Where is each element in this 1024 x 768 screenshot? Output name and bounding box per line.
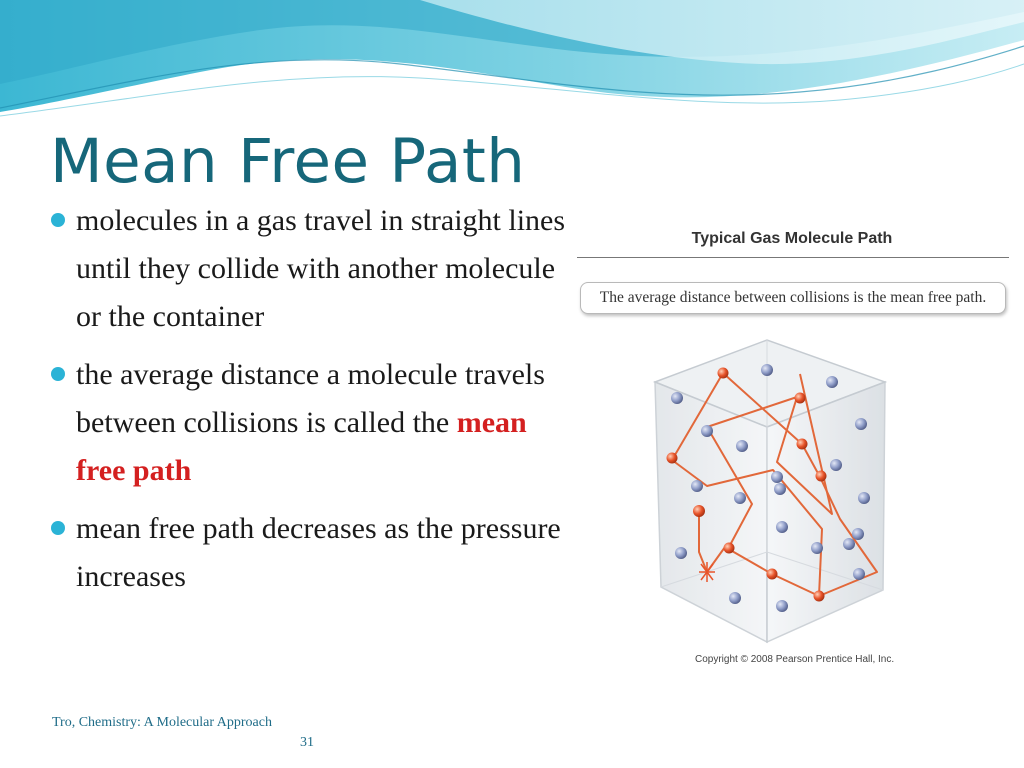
molecule <box>771 471 783 483</box>
bullet-item <box>48 351 573 495</box>
molecule <box>736 440 748 452</box>
gas-molecule-figure <box>577 222 1013 672</box>
bullet-text: molecules in a gas travel in straight lines until they collide with another molecule or the container <box>76 204 566 333</box>
bullet-dot-icon <box>51 367 65 381</box>
molecule <box>767 569 778 580</box>
molecule <box>701 425 713 437</box>
molecule <box>811 542 823 554</box>
molecule <box>795 393 806 404</box>
molecule <box>718 368 729 379</box>
header-wave-decoration <box>0 0 1024 130</box>
molecule <box>826 376 838 388</box>
figure-copyright: Copyright © 2008 Pearson Prentice Hall, Inc. <box>695 654 895 665</box>
molecule <box>843 538 855 550</box>
molecule <box>729 592 741 604</box>
molecule <box>693 505 705 517</box>
molecule-path-illustration <box>577 222 1013 672</box>
molecule <box>797 439 808 450</box>
molecule <box>671 392 683 404</box>
molecule <box>814 591 825 602</box>
collision-burst-icon <box>699 562 715 582</box>
molecule <box>691 480 703 492</box>
bullet-item <box>48 505 573 601</box>
bullet-item <box>48 197 573 341</box>
molecule <box>858 492 870 504</box>
figure-title: Typical Gas Molecule Path <box>691 230 893 247</box>
molecule <box>675 547 687 559</box>
molecule <box>855 418 867 430</box>
figure-caption: The average distance between collisions is the mean free path. <box>580 282 1006 314</box>
molecule <box>853 568 865 580</box>
slide-title: Mean Free Path <box>50 126 526 197</box>
box-left-face <box>655 382 767 642</box>
bullet-dot-icon <box>51 213 65 227</box>
footer-source: Tro, Chemistry: A Molecular Approach <box>52 715 272 730</box>
bullet-list <box>48 197 573 611</box>
molecule <box>816 471 827 482</box>
molecule <box>776 600 788 612</box>
molecule <box>830 459 842 471</box>
molecule <box>761 364 773 376</box>
slide-number: 31 <box>300 735 314 750</box>
molecule <box>852 528 864 540</box>
molecule <box>774 483 786 495</box>
bullet-text: the average distance a molecule travels between collisions is called the <box>76 358 545 439</box>
highlight-term: mean free path <box>76 406 527 487</box>
molecule <box>776 521 788 533</box>
molecule <box>667 453 678 464</box>
bullet-text: mean free path decreases as the pressure increases <box>76 512 561 593</box>
bullet-dot-icon <box>51 521 65 535</box>
molecule <box>724 543 735 554</box>
molecule <box>734 492 746 504</box>
